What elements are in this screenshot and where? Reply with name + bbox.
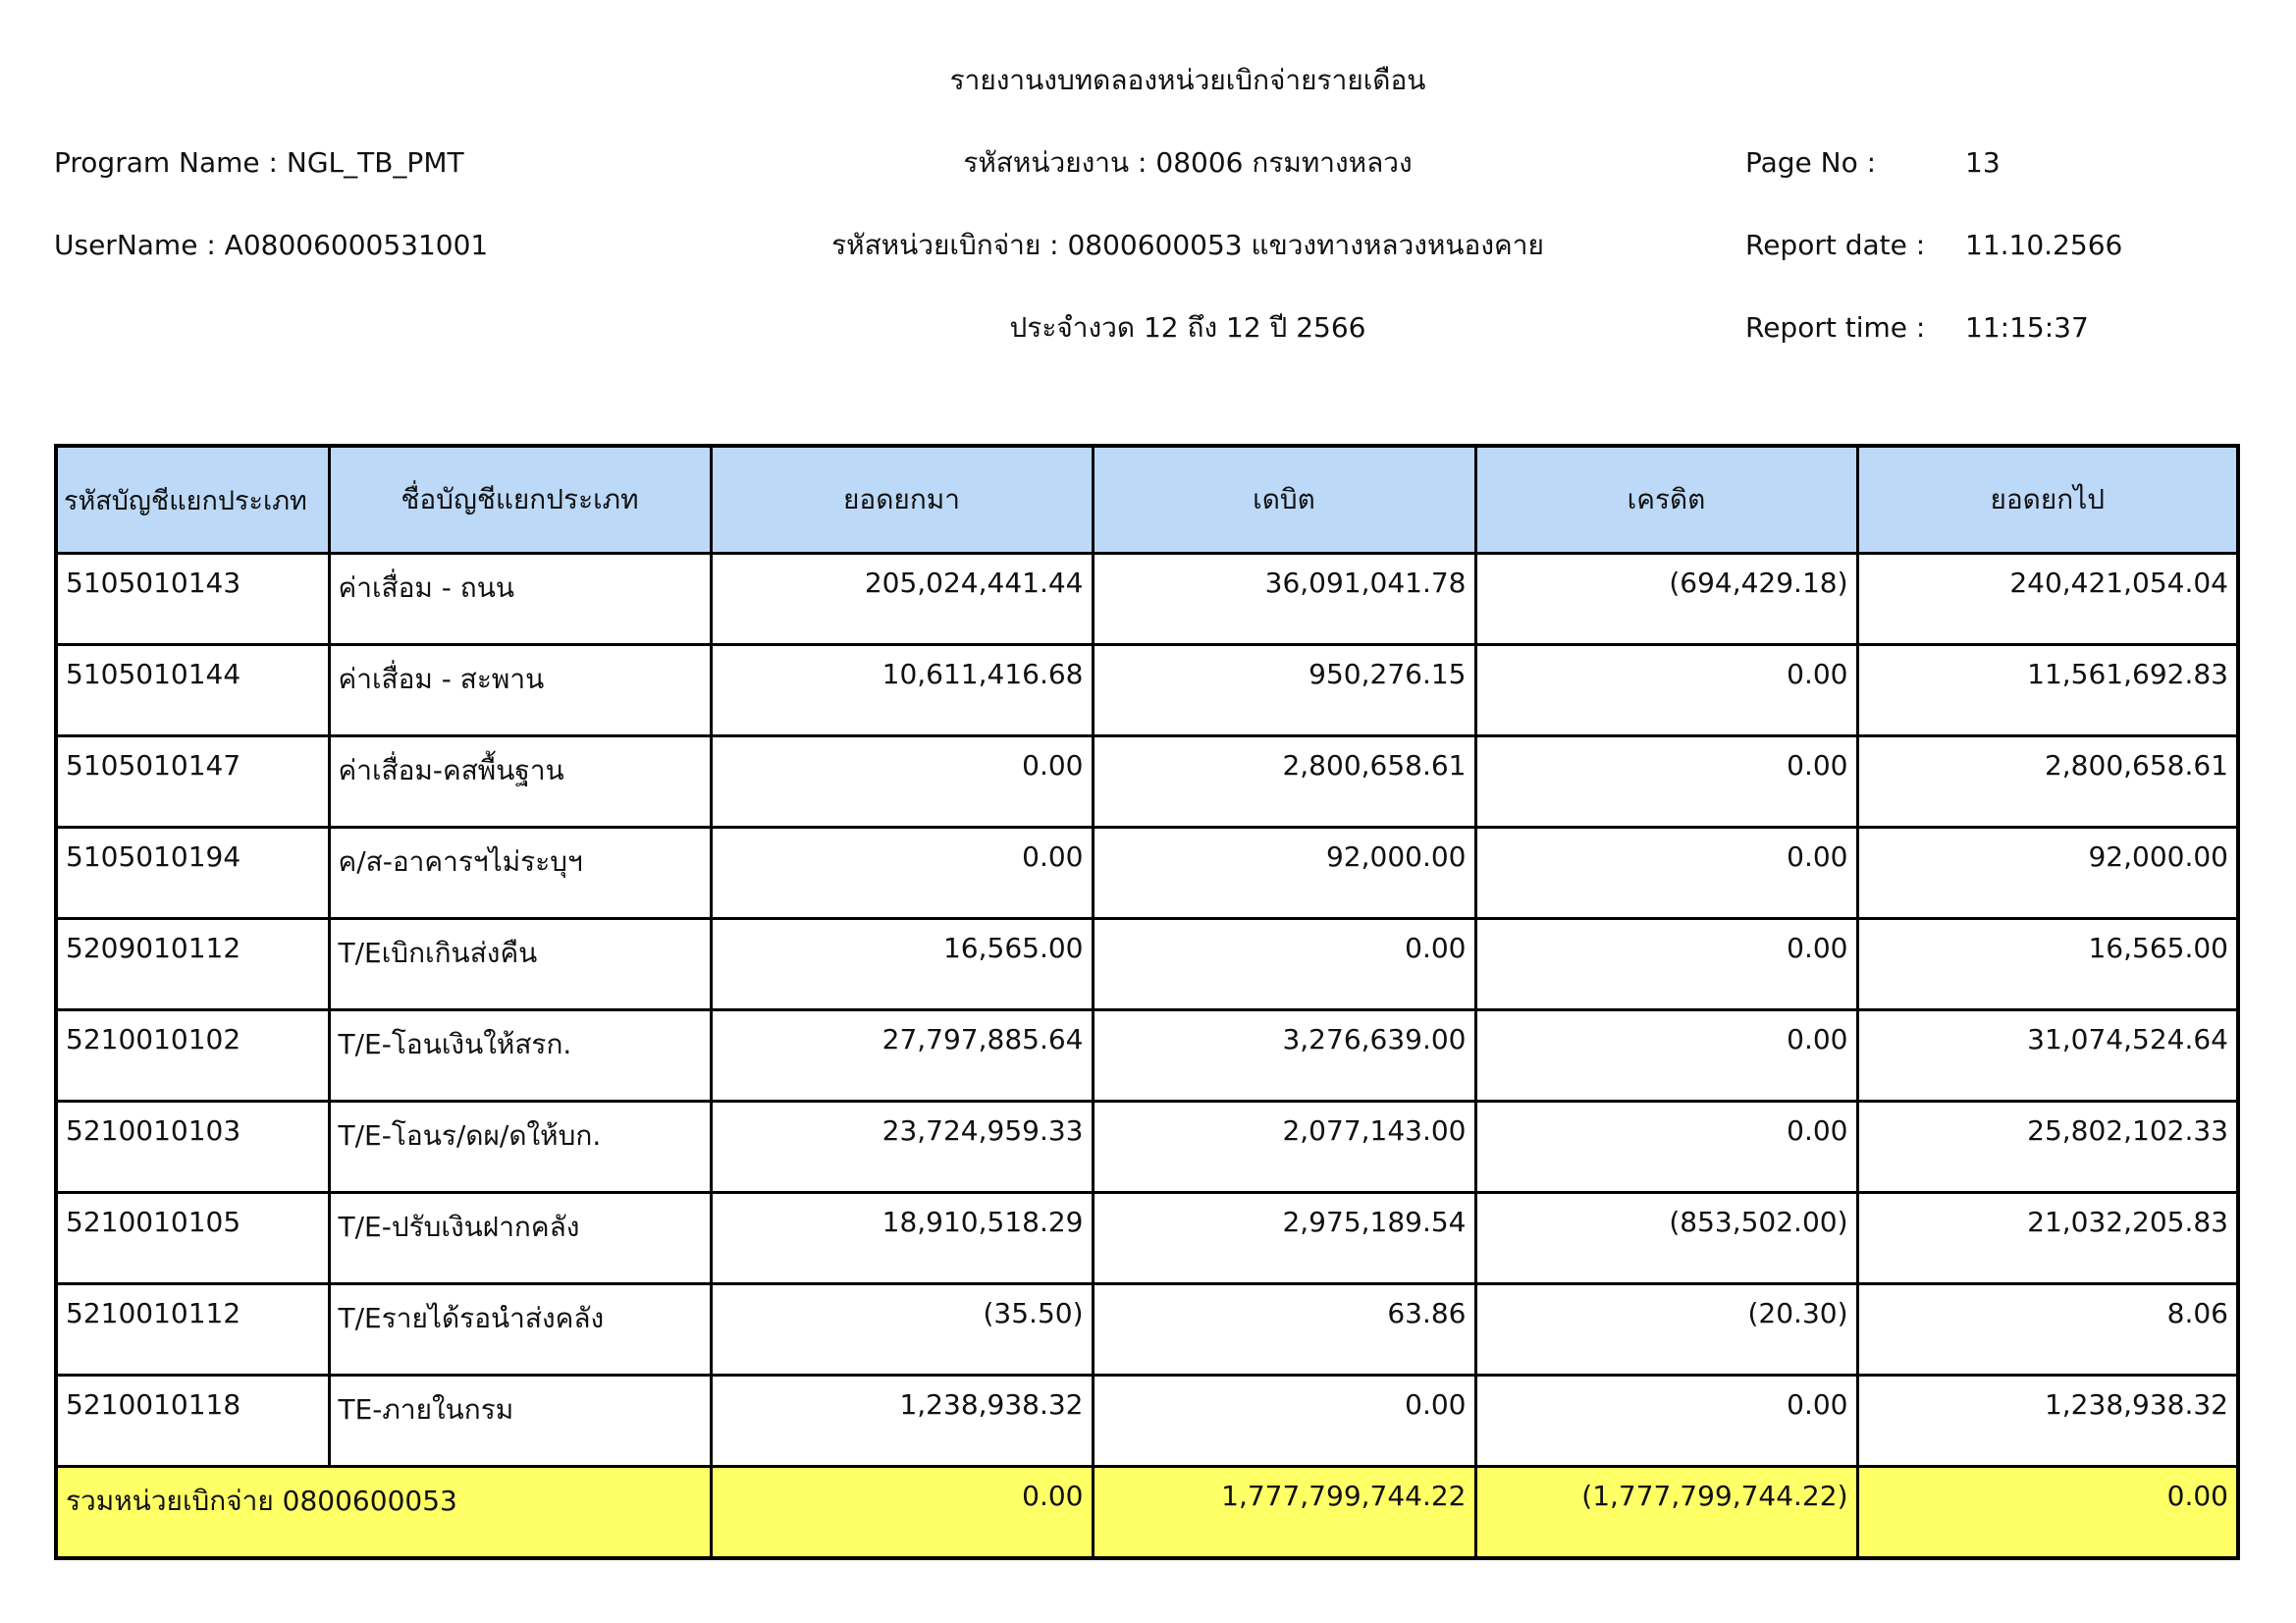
total-debit: 1,777,799,744.22: [1093, 1467, 1475, 1559]
header-credit: เครดิต: [1475, 446, 1857, 554]
total-label: รวมหน่วยเบิกจ่าย 0800600053: [56, 1467, 711, 1559]
header-carried-forward: ยอดยกไป: [1857, 446, 2238, 554]
cell-carried-forward: 16,565.00: [1857, 919, 2238, 1010]
cell-debit: 92,000.00: [1093, 828, 1475, 919]
cell-brought-forward: 16,565.00: [711, 919, 1093, 1010]
cell-debit: 36,091,041.78: [1093, 554, 1475, 645]
cell-credit: 0.00: [1475, 828, 1857, 919]
table-row: [56, 1284, 2238, 1376]
cell-debit: 0.00: [1093, 919, 1475, 1010]
table-row: [56, 919, 2238, 1010]
table-row: [56, 645, 2238, 736]
cell-account-code: 5210010118: [56, 1376, 329, 1467]
cell-brought-forward: 27,797,885.64: [711, 1010, 1093, 1102]
cell-account-code: 5210010105: [56, 1193, 329, 1284]
cell-brought-forward: 205,024,441.44: [711, 554, 1093, 645]
cell-credit: 0.00: [1475, 1376, 1857, 1467]
username: UserName : A08006000531001: [54, 229, 489, 261]
cell-carried-forward: 31,074,524.64: [1857, 1010, 2238, 1102]
table-row: [56, 1376, 2238, 1467]
table-row: [56, 554, 2238, 645]
disbursing-unit: รหัสหน่วยเบิกจ่าย : 0800600053 แขวงทางหลวงหนองคาย: [831, 229, 1544, 261]
trial-balance-table: [54, 444, 2240, 1560]
page-no-value: 13: [1965, 146, 2001, 179]
cell-account-name: ค่าเสื่อม - สะพาน: [329, 645, 711, 736]
cell-account-name: ค/ส-อาคารฯไม่ระบุฯ: [329, 828, 711, 919]
cell-account-code: 5210010103: [56, 1102, 329, 1193]
cell-account-code: 5210010102: [56, 1010, 329, 1102]
cell-debit: 2,077,143.00: [1093, 1102, 1475, 1193]
cell-brought-forward: 23,724,959.33: [711, 1102, 1093, 1193]
cell-brought-forward: 10,611,416.68: [711, 645, 1093, 736]
cell-brought-forward: 18,910,518.29: [711, 1193, 1093, 1284]
cell-carried-forward: 92,000.00: [1857, 828, 2238, 919]
cell-credit: 0.00: [1475, 1010, 1857, 1102]
header-account-name: ชื่อบัญชีแยกประเภท: [329, 446, 711, 554]
table-row: [56, 828, 2238, 919]
table-row: [56, 736, 2238, 828]
header-account-code: รหัสบัญชีแยกประเภท: [56, 446, 329, 554]
report-date-value: 11.10.2566: [1965, 229, 2123, 261]
cell-carried-forward: 8.06: [1857, 1284, 2238, 1376]
cell-account-code: 5210010112: [56, 1284, 329, 1376]
cell-carried-forward: 2,800,658.61: [1857, 736, 2238, 828]
cell-account-code: 5105010194: [56, 828, 329, 919]
table-row: [56, 1102, 2238, 1193]
agency-code: รหัสหน่วยงาน : 08006 กรมทางหลวง: [963, 146, 1413, 179]
cell-account-name: T/E-โอนเงินให้สรก.: [329, 1010, 711, 1102]
program-name: Program Name : NGL_TB_PMT: [54, 146, 464, 179]
total-row: [56, 1467, 2238, 1559]
total-brought-forward: 0.00: [711, 1467, 1093, 1559]
total-carried-forward: 0.00: [1857, 1467, 2238, 1559]
cell-carried-forward: 240,421,054.04: [1857, 554, 2238, 645]
report-time-value: 11:15:37: [1965, 311, 2089, 344]
cell-account-name: T/E-ปรับเงินฝากคลัง: [329, 1193, 711, 1284]
cell-account-name: ค่าเสื่อม - ถนน: [329, 554, 711, 645]
cell-debit: 63.86: [1093, 1284, 1475, 1376]
table-row: [56, 1193, 2238, 1284]
cell-account-name: T/Eเบิกเกินส่งคืน: [329, 919, 711, 1010]
cell-credit: 0.00: [1475, 1102, 1857, 1193]
cell-carried-forward: 1,238,938.32: [1857, 1376, 2238, 1467]
cell-debit: 2,800,658.61: [1093, 736, 1475, 828]
cell-debit: 2,975,189.54: [1093, 1193, 1475, 1284]
report-title: รายงานงบทดลองหน่วยเบิกจ่ายรายเดือน: [949, 64, 1426, 96]
cell-account-code: 5105010143: [56, 554, 329, 645]
cell-account-name: ค่าเสื่อม-คสพื้นฐาน: [329, 736, 711, 828]
cell-brought-forward: 0.00: [711, 828, 1093, 919]
cell-brought-forward: (35.50): [711, 1284, 1093, 1376]
report-date-label: Report date :: [1745, 229, 1926, 261]
cell-debit: 3,276,639.00: [1093, 1010, 1475, 1102]
cell-carried-forward: 11,561,692.83: [1857, 645, 2238, 736]
cell-account-name: TE-ภายในกรม: [329, 1376, 711, 1467]
report-time-label: Report time :: [1745, 311, 1926, 344]
cell-credit: 0.00: [1475, 645, 1857, 736]
cell-brought-forward: 1,238,938.32: [711, 1376, 1093, 1467]
cell-credit: (20.30): [1475, 1284, 1857, 1376]
report-period: ประจำงวด 12 ถึง 12 ปี 2566: [1009, 311, 1366, 344]
header-brought-forward: ยอดยกมา: [711, 446, 1093, 554]
cell-brought-forward: 0.00: [711, 736, 1093, 828]
table-header-row: [56, 446, 2238, 554]
cell-carried-forward: 25,802,102.33: [1857, 1102, 2238, 1193]
cell-account-name: T/E-โอนร/ดผ/ดให้บก.: [329, 1102, 711, 1193]
cell-credit: 0.00: [1475, 919, 1857, 1010]
page-no-label: Page No :: [1745, 146, 1877, 179]
header-debit: เดบิต: [1093, 446, 1475, 554]
cell-account-name: T/Eรายได้รอนำส่งคลัง: [329, 1284, 711, 1376]
cell-debit: 950,276.15: [1093, 645, 1475, 736]
cell-credit: (853,502.00): [1475, 1193, 1857, 1284]
cell-account-code: 5105010147: [56, 736, 329, 828]
cell-credit: 0.00: [1475, 736, 1857, 828]
cell-account-code: 5105010144: [56, 645, 329, 736]
cell-carried-forward: 21,032,205.83: [1857, 1193, 2238, 1284]
total-credit: (1,777,799,744.22): [1475, 1467, 1857, 1559]
cell-debit: 0.00: [1093, 1376, 1475, 1467]
cell-credit: (694,429.18): [1475, 554, 1857, 645]
cell-account-code: 5209010112: [56, 919, 329, 1010]
table-row: [56, 1010, 2238, 1102]
